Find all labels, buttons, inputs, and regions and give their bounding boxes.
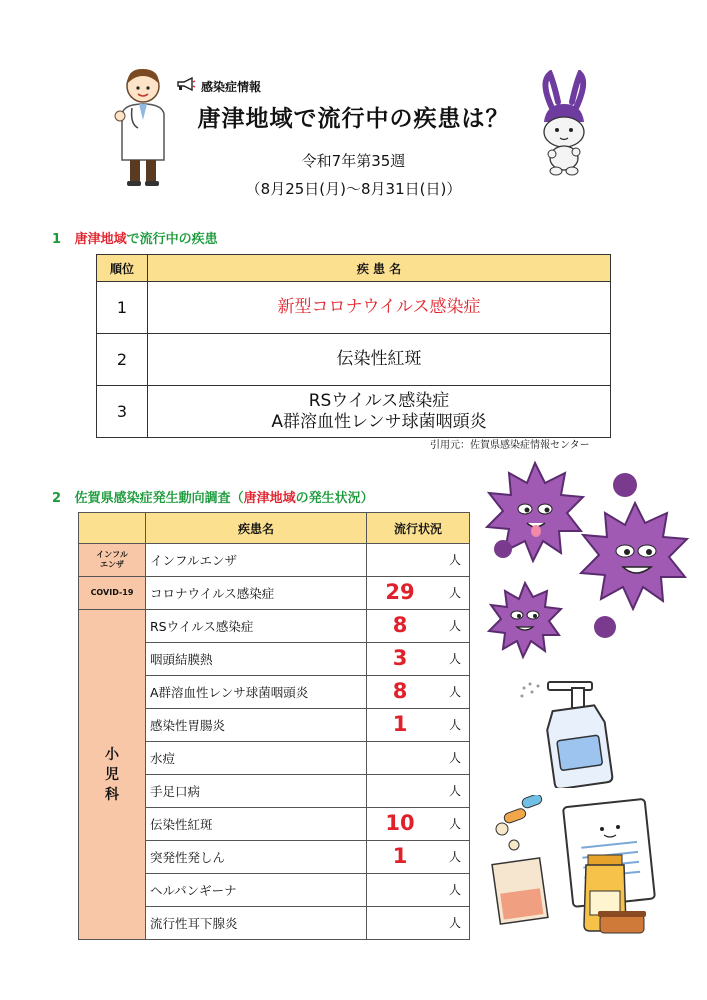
count-cell	[367, 610, 470, 643]
count-cell	[367, 544, 470, 577]
disease-name: インフルエンザ	[146, 544, 367, 577]
disease-name: 流行性耳下腺炎	[146, 907, 367, 940]
category-covid: COVID-19	[79, 577, 146, 610]
unit-label: 人	[448, 553, 461, 567]
unit-label: 人	[448, 784, 461, 798]
disease-name: ヘルパンギーナ	[146, 874, 367, 907]
unit-label: 人	[448, 883, 461, 897]
section2-number: 2	[52, 491, 62, 506]
count-value: 8	[392, 679, 408, 703]
virus-illustration	[475, 455, 705, 665]
megaphone-icon	[176, 77, 196, 91]
category-header	[79, 513, 146, 544]
unit-label: 人	[448, 619, 461, 633]
count-cell	[367, 709, 470, 742]
disease-name: RSウイルス感染症	[146, 610, 367, 643]
table-row	[97, 282, 611, 334]
count-cell	[367, 577, 470, 610]
count-cell	[367, 643, 470, 676]
week-label: 令和7年第35週	[301, 152, 406, 170]
unit-label: 人	[448, 652, 461, 666]
table-row	[79, 544, 470, 577]
surveillance-table	[78, 512, 470, 940]
date-range: （8月25日(月)～8月31日(日)）	[245, 180, 462, 198]
count-value: 1	[392, 712, 408, 736]
unit-label: 人	[448, 718, 461, 732]
section2-title-a: 佐賀県感染症発生動向調査（	[74, 491, 244, 506]
disease-name: 手足口病	[146, 775, 367, 808]
medicine-illustration	[490, 795, 660, 945]
table-row	[79, 610, 470, 643]
unit-label: 人	[448, 817, 461, 831]
disease-name: 伝染性紅斑	[146, 808, 367, 841]
disease-name-header: 疾患名	[146, 513, 367, 544]
disease-line2: A群溶血性レンサ球菌咽頭炎	[271, 411, 487, 432]
disease-name: 咽頭結膜熱	[146, 643, 367, 676]
count-value: 10	[385, 811, 415, 835]
disease-cell	[148, 386, 611, 438]
rank-header: 順位	[97, 255, 148, 282]
unit-label: 人	[448, 586, 461, 600]
disease-name: 突発性発しん	[146, 841, 367, 874]
citation: 引用元：佐賀県感染症情報センター	[430, 440, 590, 451]
disease-line1: RSウイルス感染症	[308, 390, 450, 411]
rank-cell: 3	[97, 386, 148, 438]
count-value: 29	[385, 580, 415, 604]
section1-title-rest: で流行中の疾患	[126, 232, 218, 247]
disease-cell: 伝染性紅斑	[148, 334, 611, 386]
unit-label: 人	[448, 685, 461, 699]
ranking-table	[96, 254, 611, 438]
table-row	[79, 577, 470, 610]
count-cell	[367, 841, 470, 874]
disease-header: 疾 患 名	[148, 255, 611, 282]
count-cell	[367, 874, 470, 907]
count-value: 8	[392, 613, 408, 637]
disease-name: 水痘	[146, 742, 367, 775]
rank-cell: 1	[97, 282, 148, 334]
table-row	[97, 386, 611, 438]
count-cell	[367, 742, 470, 775]
page-title: 唐津地域で流行中の疾患は？	[197, 106, 510, 132]
category-pediatrics: 小 児 科	[79, 610, 146, 940]
section2-title-b: の発生状況）	[295, 491, 374, 506]
section2-heading	[52, 487, 374, 506]
disease-name: 感染性胃腸炎	[146, 709, 367, 742]
category-flu: インフル エンザ	[79, 544, 146, 577]
kicker-label: 感染症情報	[201, 80, 262, 94]
count-cell	[367, 775, 470, 808]
rank-cell: 2	[97, 334, 148, 386]
unit-label: 人	[448, 916, 461, 930]
disease-name: A群溶血性レンサ球菌咽頭炎	[146, 676, 367, 709]
count-value: 3	[392, 646, 408, 670]
status-header: 流行状況	[367, 513, 470, 544]
count-cell	[367, 907, 470, 940]
section1-heading	[52, 228, 218, 247]
disease-cell: 新型コロナウイルス感染症	[148, 282, 611, 334]
table-row	[97, 334, 611, 386]
count-value: 1	[392, 844, 408, 868]
unit-label: 人	[448, 850, 461, 864]
disease-name: コロナウイルス感染症	[146, 577, 367, 610]
unit-label: 人	[448, 751, 461, 765]
section1-number: 1	[52, 232, 62, 247]
sanitizer-illustration	[518, 668, 633, 788]
section2-title-red: 唐津地域	[243, 491, 296, 506]
count-cell	[367, 676, 470, 709]
count-cell	[367, 808, 470, 841]
section1-title-red: 唐津地域	[74, 232, 127, 247]
